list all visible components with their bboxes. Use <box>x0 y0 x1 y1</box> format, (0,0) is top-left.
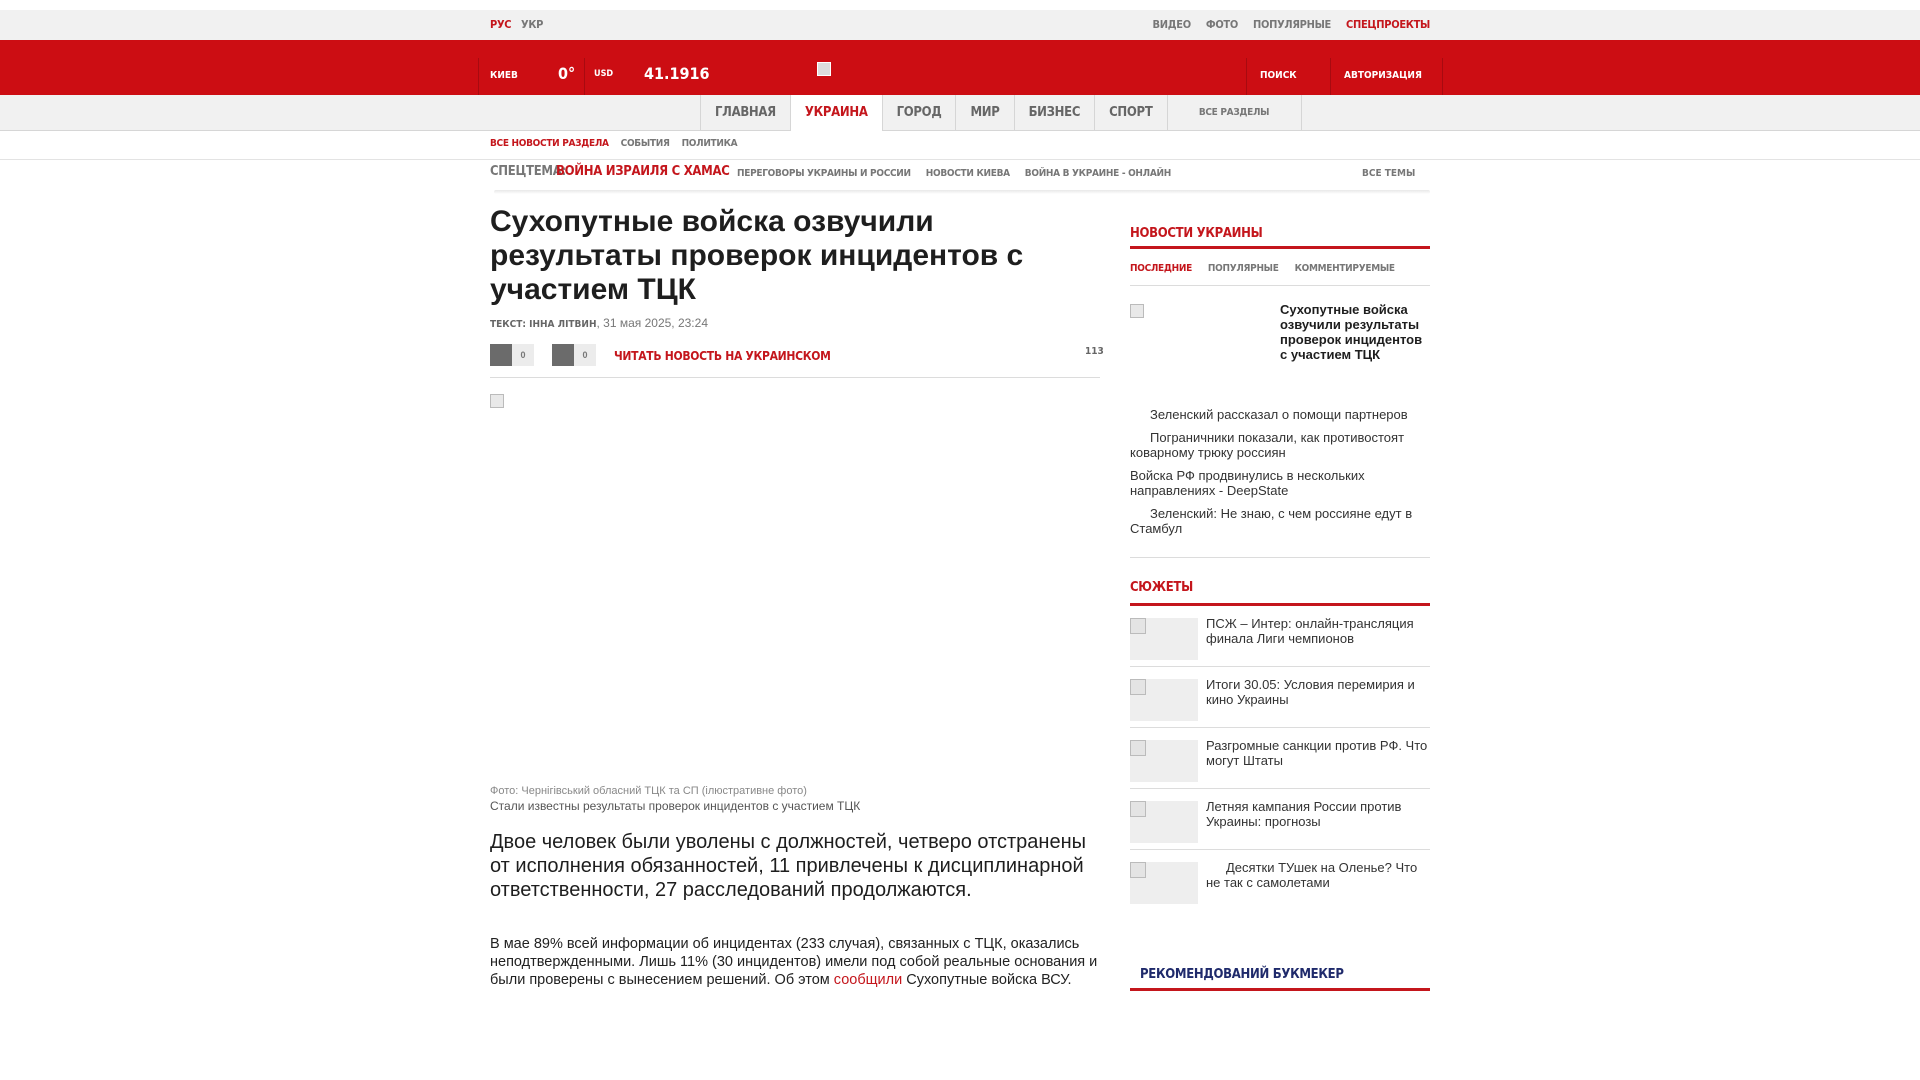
special-topic-list <box>737 168 1171 179</box>
header-divider <box>1330 58 1331 95</box>
weather-city: КИЕВ <box>490 70 518 81</box>
story-item[interactable] <box>1130 789 1430 850</box>
news-list-item[interactable]: Войска РФ продвинулись в нескольких направлениях - DeepState <box>1130 468 1365 498</box>
article-title: Сухопутные войска озвучили результаты проверок инцидентов с участием ТЦК <box>490 205 1024 306</box>
share-icon[interactable] <box>552 344 574 366</box>
header-bar <box>0 40 1920 95</box>
weather-temperature: 0° <box>558 64 576 83</box>
nav-item-sport[interactable]: СПОРТ <box>1095 95 1167 131</box>
subnav-events[interactable]: СОБЫТИЯ <box>620 138 670 149</box>
news-list-item[interactable]: Зеленский: Не знаю, с чем россияне едут в Стамбул <box>1130 506 1413 536</box>
nav-item-main[interactable]: ГЛАВНАЯ <box>701 95 791 131</box>
sidebar-divider <box>1130 557 1430 558</box>
story-item[interactable] <box>1130 728 1430 789</box>
article-lead: Двое человек были уволены с должностей, четверо отстранены от исполнения обязанностей, 11 привлечены к дисциплинарной ответственности, 27 расследований продолжаются. <box>490 831 1087 901</box>
section-subnav <box>490 138 737 149</box>
photo-caption: Стали известны результаты проверок инцидентов с участием ТЦК <box>490 799 861 813</box>
article-byline: ТЕКСТ: ІННА ЛІТВИН, 31 мая 2025, 23:24 <box>490 316 708 330</box>
story-title[interactable]: Десятки ТУшек на Оленье? Что не так с самолетами <box>1206 860 1418 890</box>
bookmaker-title: РЕКОМЕНДОВАНИЙ БУКМЕКЕР <box>1140 967 1344 982</box>
search-button[interactable]: ПОИСК <box>1260 70 1297 81</box>
story-thumbnail <box>1130 862 1198 904</box>
tab-popular[interactable]: ПОПУЛЯРНЫЕ <box>1207 263 1279 274</box>
article-image <box>490 394 504 408</box>
top-link-photo[interactable]: ФОТО <box>1205 18 1238 31</box>
story-item[interactable] <box>1130 606 1430 667</box>
story-thumbnail <box>1130 801 1198 843</box>
currency-rate: 41.1916 <box>644 64 710 83</box>
lang-rus-link[interactable]: РУС <box>490 18 512 31</box>
nav-item-world[interactable]: МИР <box>956 95 1014 131</box>
top-link-video[interactable]: ВИДЕО <box>1152 18 1191 31</box>
article-author[interactable]: ТЕКСТ: ІННА ЛІТВИН <box>490 319 597 330</box>
main-nav <box>700 95 1302 131</box>
special-topic-label: СПЕЦТЕМА: <box>490 164 566 179</box>
share-widget <box>552 344 596 366</box>
sidebar-title-underline <box>1130 246 1430 249</box>
subnav-all-news[interactable]: ВСЕ НОВОСТИ РАЗДЕЛА <box>490 138 609 149</box>
sidebar-tabs <box>1130 263 1395 274</box>
views-count: 113 <box>1085 346 1104 357</box>
stories-title[interactable]: СЮЖЕТЫ <box>1130 580 1193 595</box>
bookmaker-title-underline <box>1130 988 1430 991</box>
story-thumbnail <box>1130 618 1198 660</box>
subnav-politics[interactable]: ПОЛИТИКА <box>681 138 738 149</box>
top-link-popular[interactable]: ПОПУЛЯРНЫЕ <box>1253 18 1331 31</box>
article-divider <box>490 377 1100 378</box>
login-button[interactable]: АВТОРИЗАЦИЯ <box>1344 70 1422 81</box>
header-divider <box>1246 58 1247 95</box>
top-news-image[interactable] <box>1130 304 1144 318</box>
all-topics-link[interactable]: ВСЕ ТЕМЫ <box>1362 168 1416 179</box>
special-topic-main-link[interactable]: ВОЙНА ИЗРАИЛЯ С ХАМАС <box>556 164 730 179</box>
tab-latest[interactable]: ПОСЛЕДНИЕ <box>1130 263 1192 274</box>
share-widget <box>490 344 534 366</box>
photo-credit: Фото: Чернігівський обласний ТЦК та СП (ілюстративне фото) <box>490 785 807 797</box>
topics-divider <box>494 190 1430 194</box>
story-thumbnail <box>1130 740 1198 782</box>
tab-commented[interactable]: КОММЕНТИРУЕМЫЕ <box>1294 263 1395 274</box>
lang-ukr-link[interactable]: УКР <box>521 18 544 31</box>
story-title[interactable]: Итоги 30.05: Условия перемирия и кино Украины <box>1206 677 1415 707</box>
story-thumbnail <box>1130 679 1198 721</box>
special-topic-link[interactable]: ВОЙНА В УКРАИНЕ - ОНЛАЙН <box>1024 168 1171 179</box>
nav-item-business[interactable]: БИЗНЕС <box>1015 95 1096 131</box>
read-in-ukrainian-link[interactable]: ЧИТАТЬ НОВОСТЬ НА УКРАИНСКОМ <box>614 349 831 363</box>
site-logo[interactable] <box>817 62 831 76</box>
special-topic-link[interactable]: ПЕРЕГОВОРЫ УКРАИНЫ И РОССИИ <box>737 168 911 179</box>
special-topic-link[interactable]: НОВОСТИ КИЕВА <box>925 168 1010 179</box>
subnav-divider <box>0 159 1920 160</box>
header-divider <box>478 58 479 95</box>
story-title[interactable]: ПСЖ – Интер: онлайн-трансляция финала Лиги чемпионов <box>1206 616 1414 646</box>
news-list <box>1130 407 1430 544</box>
source-link[interactable]: сообщили <box>833 972 903 988</box>
top-news-link[interactable]: Сухопутные войска озвучили результаты проверок инцидентов с участием ТЦК <box>1280 302 1423 362</box>
article-body <box>490 935 1100 992</box>
story-title[interactable]: Летняя кампания России против Украины: прогнозы <box>1206 799 1402 829</box>
story-item[interactable] <box>1130 850 1430 911</box>
news-list-item[interactable]: Пограничники показали, как противостоят коварному трюку россиян <box>1130 430 1405 460</box>
header-divider <box>1442 58 1443 95</box>
share-count: 0 <box>574 344 596 366</box>
share-count: 0 <box>512 344 534 366</box>
sidebar-news-title[interactable]: НОВОСТИ УКРАИНЫ <box>1130 226 1263 241</box>
top-strip <box>0 10 1920 40</box>
header-divider <box>584 58 585 95</box>
story-item[interactable] <box>1130 667 1430 728</box>
story-title[interactable]: Разгромные санкции против РФ. Что могут Штаты <box>1206 738 1428 768</box>
nav-item-all-sections[interactable]: ВСЕ РАЗДЕЛЫ <box>1168 95 1302 131</box>
tabs-divider <box>1130 285 1430 286</box>
nav-item-ukraine[interactable]: УКРАИНА <box>791 95 883 131</box>
top-links <box>1153 18 1431 31</box>
currency-label: USD <box>594 69 614 79</box>
share-icon[interactable] <box>490 344 512 366</box>
article-body-text: В мае 89% всей информации об инцидентах (233 случая), связанных с ТЦК, оказались неподтвержденными. Лишь 11% (30 инцидентов) имели под собой реальные основания и были проверены с вынесением решений. Об этом <box>490 936 1098 988</box>
top-link-special-projects[interactable]: СПЕЦПРОЕКТЫ <box>1346 18 1430 31</box>
nav-item-city[interactable]: ГОРОД <box>883 95 957 131</box>
article-date: 31 мая 2025, 23:24 <box>603 316 708 330</box>
news-list-item[interactable]: Зеленский рассказал о помощи партнеров <box>1150 407 1408 422</box>
article-body-text: Сухопутные войска ВСУ. <box>902 972 1072 988</box>
